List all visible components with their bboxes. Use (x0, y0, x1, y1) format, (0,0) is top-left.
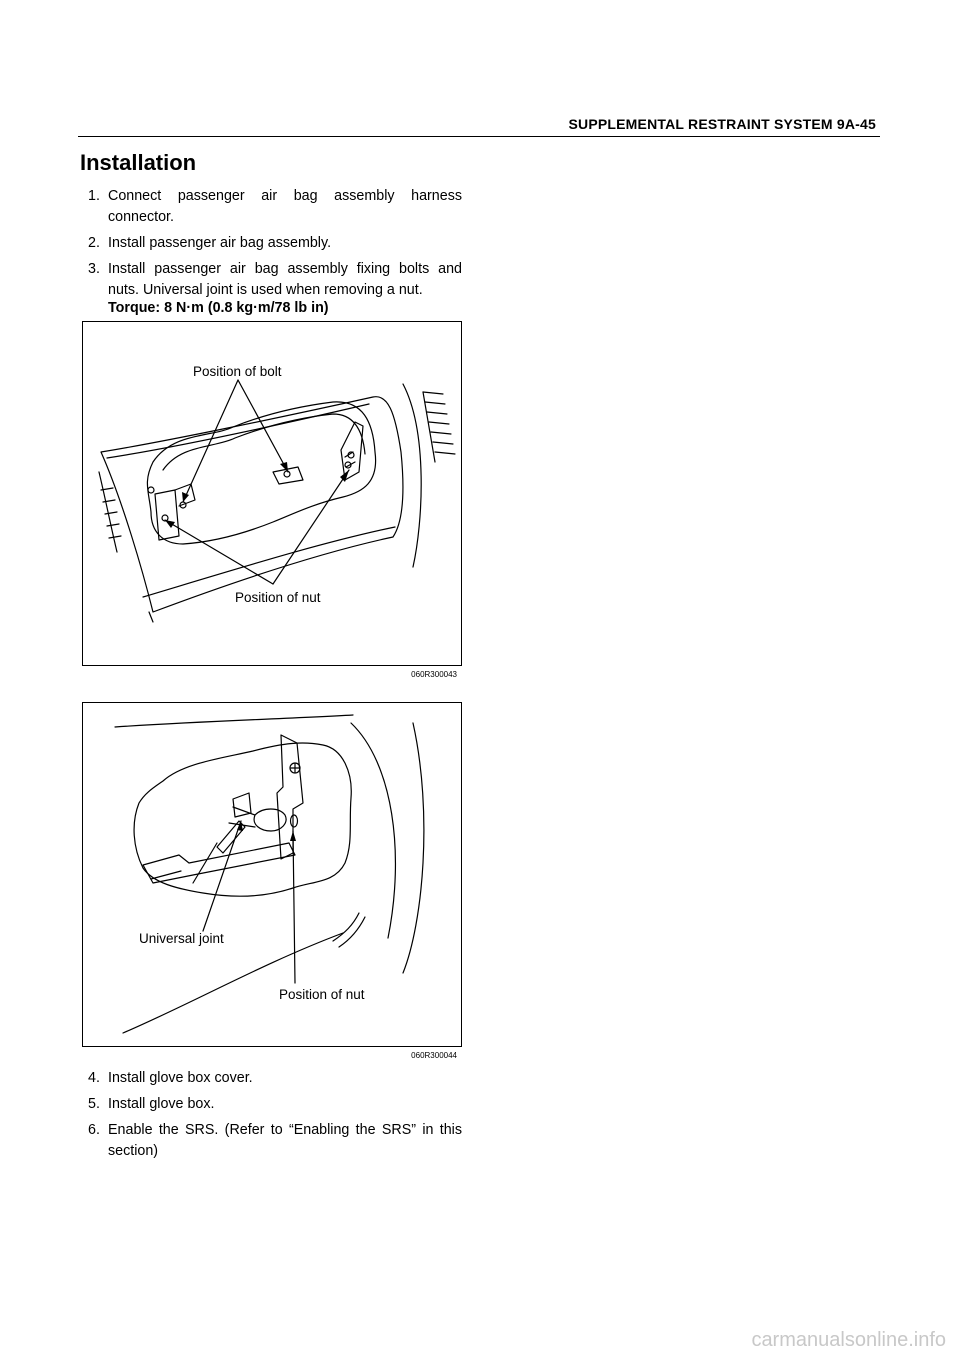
label-position-of-nut: Position of nut (235, 590, 321, 605)
step-text: Install passenger air bag assembly. (108, 235, 332, 251)
step-text: Install passenger air bag assembly fixing bolts and nuts. Universal joint is used when removing a nut. (108, 261, 462, 298)
step-2 (88, 233, 462, 254)
figure-2-illustration (83, 703, 461, 1046)
figure-id: 060R300044 (411, 1051, 457, 1060)
figure-airbag-bolt-positions (82, 321, 462, 679)
step-text: Connect passenger air bag assembly harness connector. (108, 188, 462, 225)
step-number: 2. (88, 235, 100, 251)
step-5 (88, 1094, 462, 1115)
step-number: 3. (88, 261, 100, 277)
step-6 (88, 1120, 462, 1162)
label-position-of-bolt: Position of bolt (193, 364, 282, 379)
step-number: 5. (88, 1096, 100, 1112)
figure-universal-joint (82, 702, 462, 1060)
step-3 (88, 259, 462, 301)
figure-id: 060R300043 (411, 670, 457, 679)
step-number: 4. (88, 1070, 100, 1086)
watermark: carmanualsonline.info (751, 1329, 946, 1351)
step-text: Install glove box cover. (108, 1070, 253, 1086)
steps-list-first (88, 186, 462, 306)
section-title: Installation (80, 150, 197, 175)
step-text: Install glove box. (108, 1096, 215, 1112)
torque-spec: Torque: 8 N·m (0.8 kg·m/78 lb in) (108, 300, 329, 316)
step-number: 1. (88, 188, 100, 204)
step-1 (88, 186, 462, 228)
figure-1-illustration (83, 322, 461, 665)
step-number: 6. (88, 1122, 100, 1138)
steps-list-second (88, 1068, 462, 1167)
label-position-of-nut: Position of nut (279, 987, 365, 1002)
step-text: Enable the SRS. (Refer to “Enabling the SRS” in this section) (108, 1122, 462, 1159)
header-title: SUPPLEMENTAL RESTRAINT SYSTEM 9A-45 (568, 116, 876, 132)
label-universal-joint: Universal joint (139, 931, 224, 946)
page-header (78, 116, 880, 137)
step-4 (88, 1068, 462, 1089)
